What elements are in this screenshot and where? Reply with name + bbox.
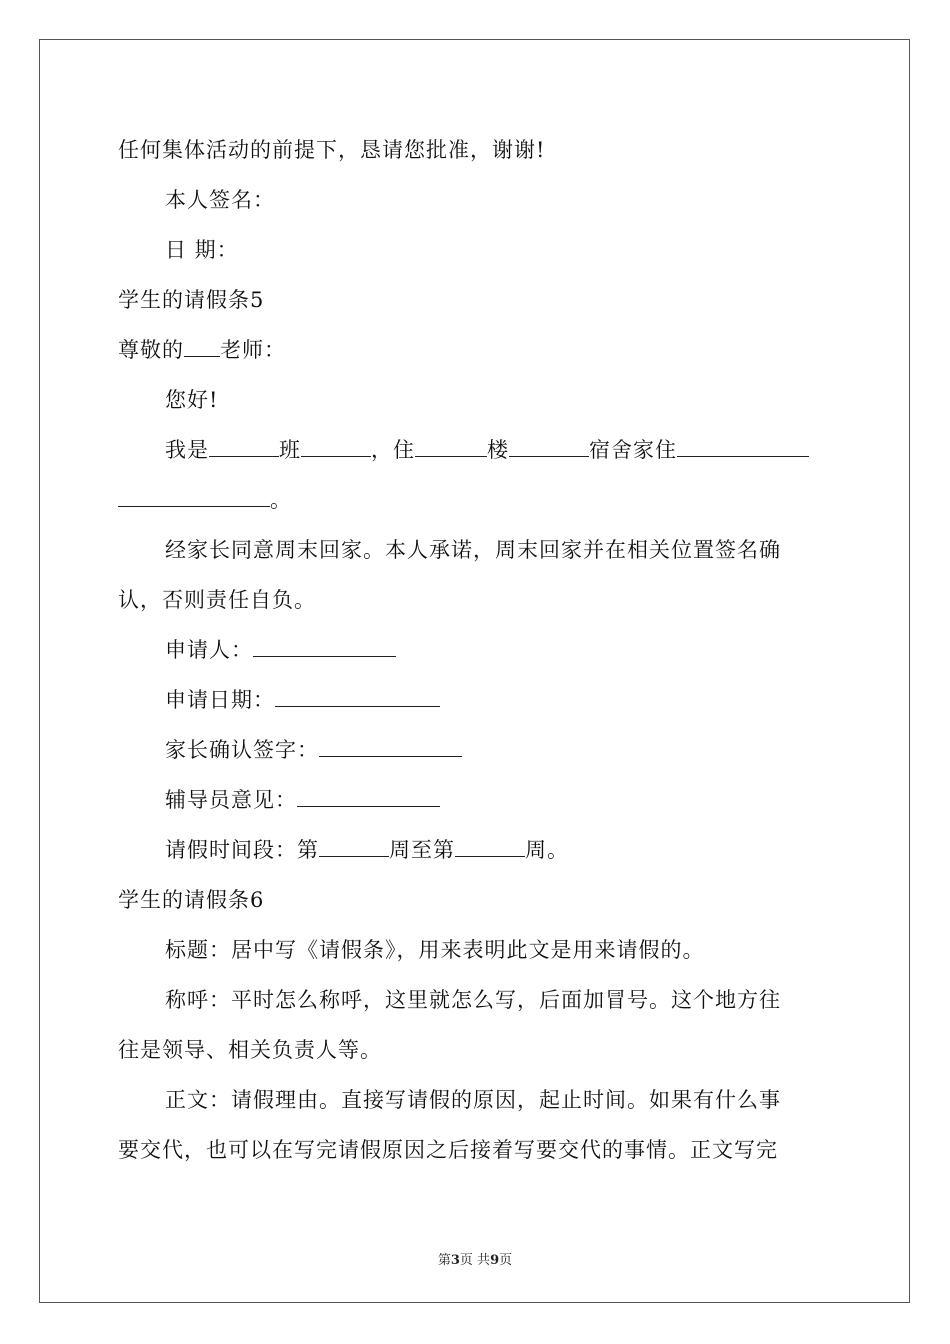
counselor-opinion-field [165, 790, 440, 811]
field-label: 申请人： [165, 638, 253, 662]
text: ，住 [371, 438, 415, 462]
salutation-prefix: 尊敬的 [118, 338, 184, 362]
text: 宿舍家住 [589, 438, 677, 462]
text: 我是 [165, 438, 209, 462]
student-info-line [165, 440, 809, 461]
blank-line [415, 455, 487, 457]
signature-label: 本人签名： [165, 188, 275, 212]
paragraph-line: 任何集体活动的前提下，恳请您批准，谢谢! [118, 138, 546, 162]
page-border [39, 39, 910, 1303]
blank-line [118, 505, 270, 507]
page-total: 9 [490, 1253, 500, 1268]
blank-line [184, 355, 220, 357]
page-prefix: 第 [437, 1253, 451, 1268]
blank-line [275, 705, 440, 707]
text: 请假时间段：第 [165, 838, 319, 862]
text: 周。 [525, 838, 569, 862]
section-heading: 学生的请假条5 [118, 288, 265, 312]
blank-line [677, 455, 809, 457]
page-footer [0, 1249, 950, 1268]
blank-line [319, 855, 389, 857]
salutation-line [118, 340, 286, 361]
text: 。 [270, 488, 292, 512]
blank-line [209, 455, 279, 457]
paragraph-line: 认，否则责任自负。 [118, 588, 316, 612]
field-label: 申请日期： [165, 688, 275, 712]
paragraph-line: 正文：请假理由。直接写请假的原因，起止时间。如果有什么事 [165, 1088, 781, 1112]
paragraph-line: 标题：居中写《请假条》，用来表明此文是用来请假的。 [165, 938, 705, 962]
blank-line [509, 455, 589, 457]
blank-line [319, 755, 462, 757]
page-number: 3 [450, 1253, 460, 1268]
parent-signature-field [165, 740, 462, 761]
address-continuation [118, 490, 292, 511]
greeting: 您好! [165, 388, 219, 412]
blank-line [297, 805, 440, 807]
field-label: 家长确认签字： [165, 738, 319, 762]
field-label: 辅导员意见： [165, 788, 297, 812]
paragraph-line: 经家长同意周末回家。本人承诺，周末回家并在相关位置签名确 [165, 538, 781, 562]
page-mid: 页 共 [459, 1253, 491, 1268]
page-suffix: 页 [499, 1253, 513, 1268]
blank-line [301, 455, 371, 457]
date-label: 日 期： [165, 238, 239, 262]
paragraph-line: 要交代，也可以在写完请假原因之后接着写要交代的事情。正文写完 [118, 1138, 778, 1162]
salutation-suffix: 老师： [220, 338, 286, 362]
application-date-field [165, 690, 440, 711]
text: 楼 [487, 438, 509, 462]
leave-period-line [165, 840, 569, 861]
section-heading: 学生的请假条6 [118, 888, 265, 912]
blank-line [253, 655, 396, 657]
paragraph-line: 称呼：平时怎么称呼，这里就怎么写，后面加冒号。这个地方往 [165, 988, 781, 1012]
paragraph-line: 往是领导、相关负责人等。 [118, 1038, 382, 1062]
text: 班 [279, 438, 301, 462]
applicant-field [165, 640, 396, 661]
text: 周至第 [389, 838, 455, 862]
blank-line [455, 855, 525, 857]
